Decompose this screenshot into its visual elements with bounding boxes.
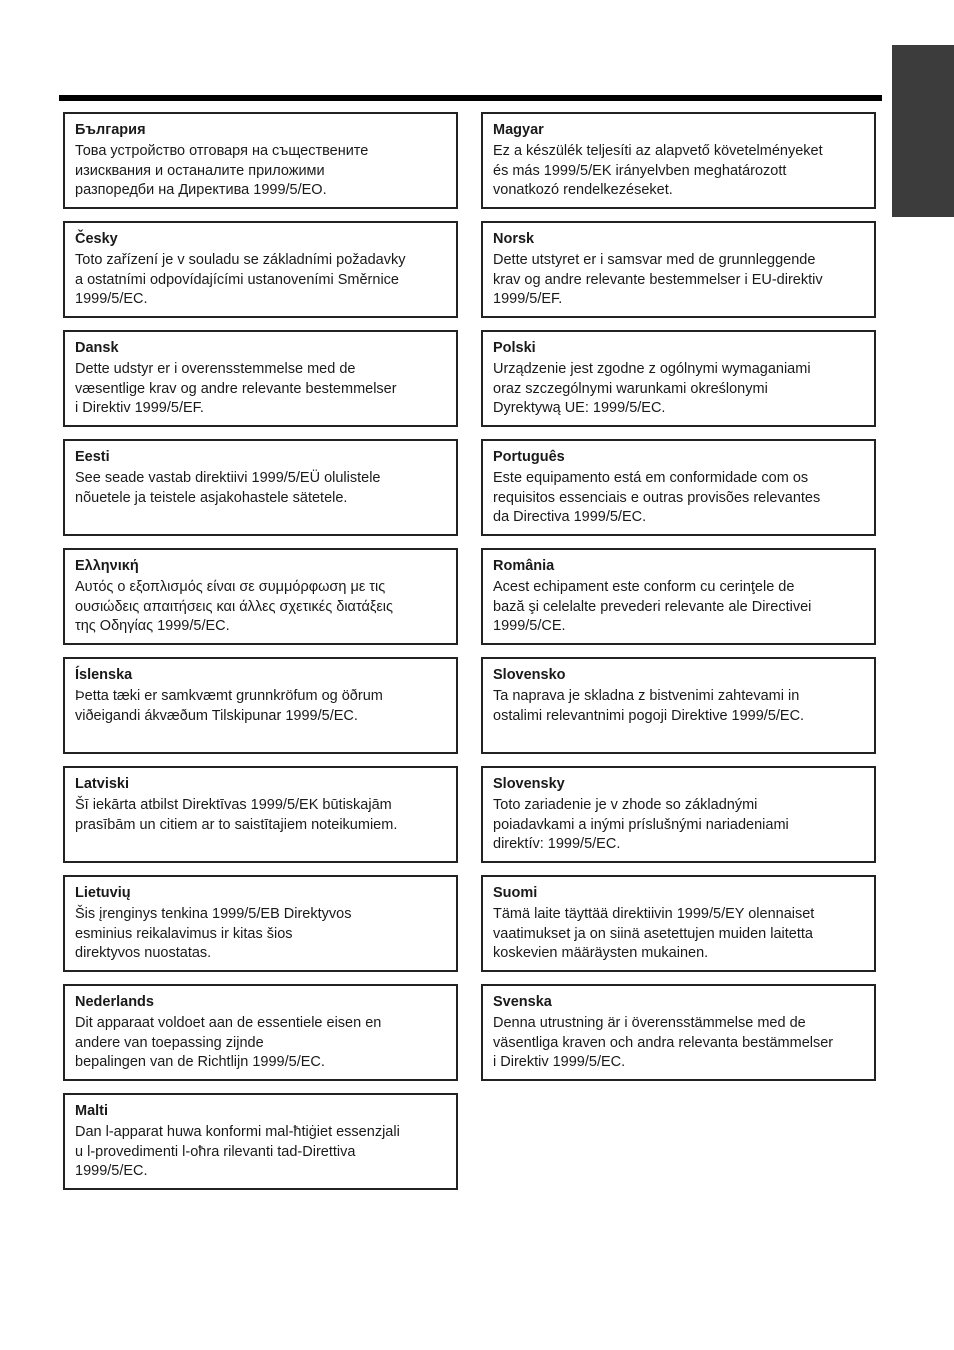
language-heading: Svenska <box>493 994 552 1010</box>
declaration-text: Tämä laite täyttää direktiivin 1999/5/EY olennaiset vaatimukset ja on siinä asetettujen muiden laitetta koskevien määräysten mukainen. <box>493 906 815 961</box>
declaration-portuguese <box>481 439 876 536</box>
declaration-text: Dit apparaat voldoet aan de essentiele eisen en andere van toepassing zijnde bepalingen van de Richtlijn 1999/5/EC. <box>75 1015 382 1070</box>
declaration-text: Ta naprava je skladna z bistvenimi zahtevami in ostalimi relevantnimi pogoji Direktive 1999/5/EC. <box>493 688 805 724</box>
declaration-text: Este equipamento está em conformidade com os requisitos essenciais e outras provisões relevantes da Directiva 1999/5/EC. <box>493 470 821 525</box>
declaration-slovenian <box>481 657 876 754</box>
declaration-text: Това устройство отговаря на съществените изисквания и останалите приложими разпоредби на Директива 1999/5/ЕО. <box>75 143 369 198</box>
language-heading: Slovensky <box>493 776 565 792</box>
language-heading: Eesti <box>75 449 110 465</box>
declaration-text: Dette udstyr er i overensstemmelse med de væsentlige krav og andre relevante bestemmelser i Direktiv 1999/5/EF. <box>75 361 397 416</box>
language-heading: Nederlands <box>75 994 154 1010</box>
language-heading: Malti <box>75 1103 109 1119</box>
declaration-slovak <box>481 766 876 863</box>
declaration-polish <box>481 330 876 427</box>
declaration-text: Dette utstyret er i samsvar med de grunnleggende krav og andre relevante bestemmelser i EU-direktiv 1999/5/EF. <box>493 252 823 307</box>
declaration-lithuanian <box>63 875 458 972</box>
declaration-text: Urządzenie jest zgodne z ogólnymi wymaganiami oraz szczególnymi warunkami określonymi Dyrektywą UE: 1999/5/EC. <box>493 361 811 416</box>
language-heading: Polski <box>493 340 536 356</box>
language-heading: Ελληνική <box>75 558 139 574</box>
declaration-text: Acest echipament este conform cu cerinţele de bază şi celelalte prevederi relevante ale Directivei 1999/5/CE. <box>493 579 812 634</box>
declaration-swedish <box>481 984 876 1081</box>
declaration-text: See seade vastab direktiivi 1999/5/EÜ olulistele nõuetele ja teistele asjakohastele sätetele. <box>75 470 381 506</box>
declaration-dutch <box>63 984 458 1081</box>
declaration-icelandic <box>63 657 458 754</box>
declaration-maltese <box>63 1093 458 1190</box>
right-column <box>481 112 876 1093</box>
declaration-bulgarian <box>63 112 458 209</box>
declaration-hungarian <box>481 112 876 209</box>
declaration-text: Toto zařízení je v souladu se základními požadavky a ostatními odpovídajícími ustanoveními Směrnice 1999/5/EC. <box>75 252 406 307</box>
language-heading: Magyar <box>493 122 544 138</box>
language-heading: Norsk <box>493 231 535 247</box>
language-heading: Latviski <box>75 776 129 792</box>
declaration-norwegian <box>481 221 876 318</box>
top-rule <box>59 95 882 101</box>
declaration-text: Dan l-apparat huwa konformi mal-ħtiġiet essenzjali u l-provedimenti l-oħra rilevanti tad-Direttiva 1999/5/EC. <box>75 1124 400 1179</box>
declaration-text: Šis įrenginys tenkina 1999/5/EB Direktyvos esminius reikalavimus ir kitas šios direktyvos nuostatas. <box>75 906 352 961</box>
language-heading: България <box>75 122 146 138</box>
language-heading: România <box>493 558 555 574</box>
declaration-danish <box>63 330 458 427</box>
declaration-text: Šī iekārta atbilst Direktīvas 1999/5/EK būtiskajām prasībām un citiem ar to saistītajiem noteikumiem. <box>75 797 398 833</box>
declaration-latvian <box>63 766 458 863</box>
language-heading: Lietuvių <box>75 885 131 901</box>
language-heading: Íslenska <box>75 667 133 683</box>
declaration-finnish <box>481 875 876 972</box>
declaration-romanian <box>481 548 876 645</box>
language-heading: Česky <box>75 231 118 247</box>
left-column <box>63 112 458 1202</box>
section-tab <box>892 45 954 217</box>
language-heading: Dansk <box>75 340 119 356</box>
language-heading: Português <box>493 449 565 465</box>
declaration-text: Αυτός ο εξοπλισμός είναι σε συμμόρφωση με τις ουσιώδεις απαιτήσεις και άλλες σχετικές διατάξεις της Οδηγίας 1999/5/EC. <box>75 579 394 634</box>
declaration-czech <box>63 221 458 318</box>
declaration-estonian <box>63 439 458 536</box>
declaration-greek <box>63 548 458 645</box>
declaration-text: Denna utrustning är i överensstämmelse med de väsentliga kraven och andra relevanta bestämmelser i Direktiv 1999/5/EC. <box>493 1015 834 1070</box>
language-heading: Slovensko <box>493 667 566 683</box>
declaration-text: Toto zariadenie je v zhode so základnými poiadavkami a inými príslušnými nariadeniami direktív: 1999/5/EC. <box>493 797 789 852</box>
declaration-text: Þetta tæki er samkvæmt grunnkröfum og öðrum viðeigandi ákvæðum Tilskipunar 1999/5/EC. <box>75 688 383 724</box>
language-heading: Suomi <box>493 885 538 901</box>
declaration-text: Ez a készülék teljesíti az alapvető követelményeket és más 1999/5/EK irányelvben meghatározott vonatkozó rendelkezéseket. <box>493 143 823 198</box>
